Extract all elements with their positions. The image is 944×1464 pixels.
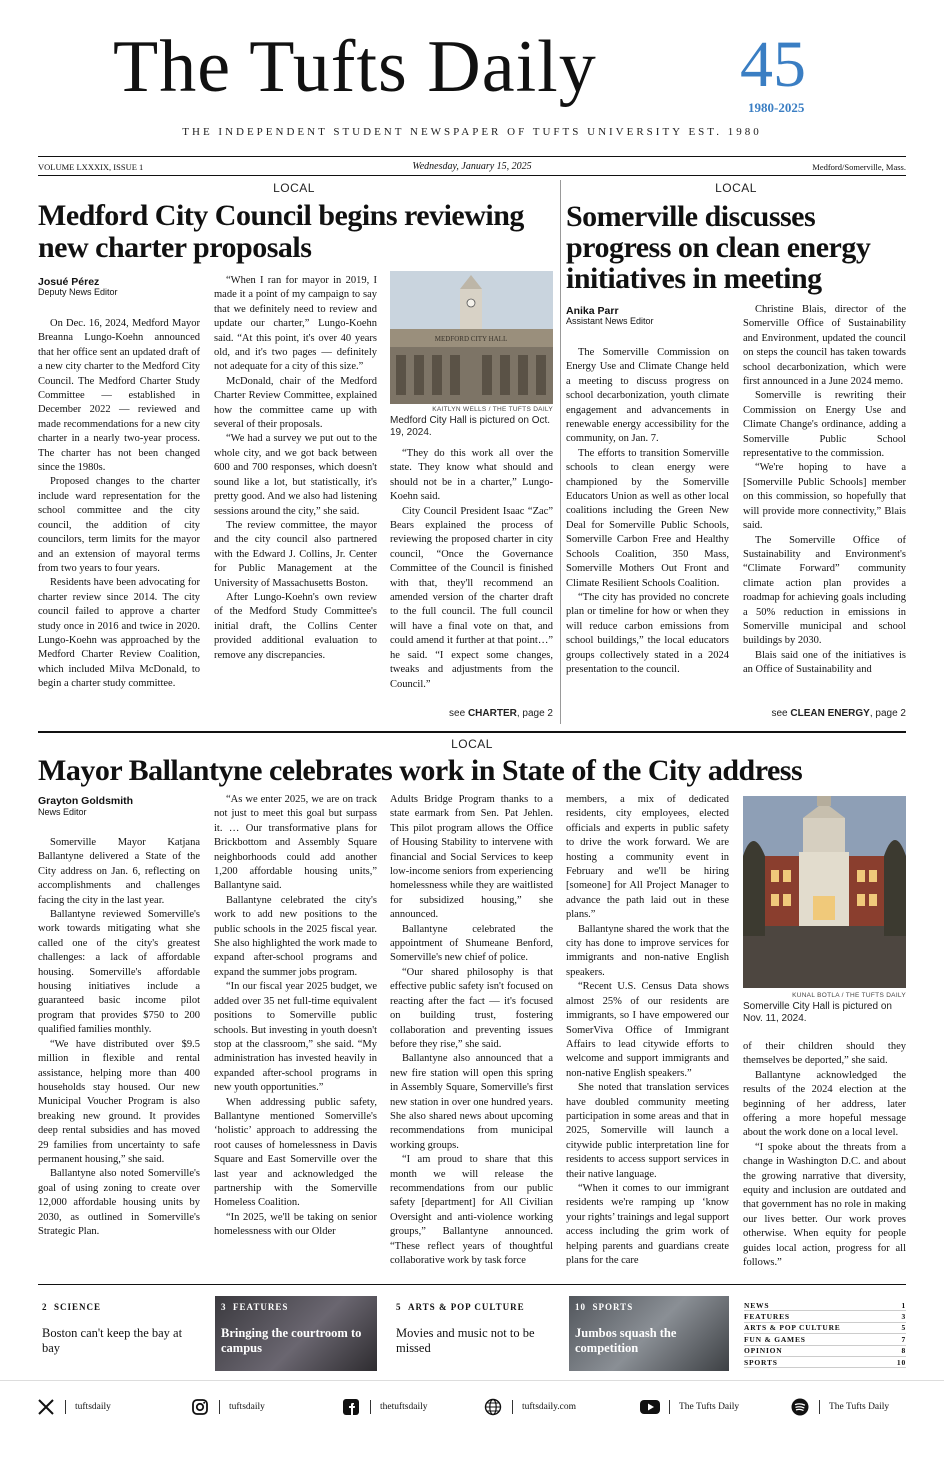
- social-divider: [0, 1380, 944, 1381]
- paragraph: Residents have been advocating for charter review since 2014. The city council failed to approve a charter study once in 2016 and twice in 2020. Lungo-Koehn was approached by the Medford Charter Review Coalition, which included Milva McDonald, to begin a charter study committee.: [38, 577, 200, 690]
- continued-clean-energy-link[interactable]: [743, 708, 906, 719]
- teaser-text: Boston can't keep the bay at bay: [42, 1326, 183, 1355]
- teaser-page-number: 2: [42, 1302, 48, 1312]
- toc-item-arts[interactable]: [744, 1323, 906, 1334]
- instagram-icon: [190, 1397, 210, 1417]
- issue-location: Medford/Somerville, Mass.: [812, 162, 906, 172]
- paragraph: McDonald, chair of the Medford Charter Review Committee, explained how the committee came up with several of their proposals.: [214, 375, 377, 431]
- toc-section: FUN & GAMES: [744, 1334, 806, 1344]
- separator: [669, 1400, 670, 1414]
- masthead: [0, 0, 944, 160]
- paragraph: The efforts to transition Somerville schools to clean energy were championed by the Somerville Educators Union as well as other local coalitions including the Green New Deal for Somerville Public Schools, Somerville Carbon Free and Healthy Schools Coalition, 350 Mass, Somerville Mothers Out Front and Climate Resilient Schools Coalition.: [566, 447, 729, 589]
- teaser-label: [396, 1302, 525, 1312]
- byline-role: Deputy News Editor: [38, 287, 118, 297]
- byline-author[interactable]: Anika Parr: [566, 305, 619, 317]
- toc-item-news[interactable]: [744, 1300, 906, 1311]
- article-column-1: [38, 317, 200, 723]
- separator: [219, 1400, 220, 1414]
- globe-icon: [483, 1397, 503, 1417]
- paragraph: Blais said one of the initiatives is an Office of Sustainability and: [743, 649, 906, 676]
- byline-role: News Editor: [38, 807, 87, 817]
- section-divider: [38, 731, 906, 733]
- separator: [512, 1400, 513, 1414]
- masthead-tagline: THE INDEPENDENT STUDENT NEWSPAPER OF TUFTS UNIVERSITY EST. 1980: [182, 126, 762, 138]
- section-label: LOCAL: [273, 181, 315, 195]
- column-divider: [560, 180, 561, 724]
- toc-page: 8: [901, 1346, 906, 1356]
- volume-issue: VOLUME LXXXIX, ISSUE 1: [38, 162, 144, 172]
- paragraph: When addressing public safety, Ballantyne mentioned Somerville's ‘holistic’ approach to addressing the root causes of homelessness in Davis Square and East Somerville over the last year and acknowledged the partnership with the Somerville Homeless Coalition.: [214, 1096, 377, 1209]
- teaser-arts[interactable]: [390, 1296, 560, 1371]
- toc-item-fun-games[interactable]: [744, 1334, 906, 1345]
- social-instagram[interactable]: [190, 1394, 265, 1420]
- separator: [819, 1400, 820, 1414]
- continued-charter-link[interactable]: [390, 708, 553, 719]
- jump-page: , page 2: [869, 708, 906, 719]
- article-column-2: [214, 793, 377, 1272]
- section-label: LOCAL: [715, 181, 757, 195]
- jump-keyword: CLEAN ENERGY: [790, 708, 870, 719]
- medford-city-hall-image: [390, 271, 553, 404]
- toc-item-opinion[interactable]: [744, 1346, 906, 1357]
- teaser-section: FEATURES: [233, 1302, 289, 1312]
- paragraph: “When I ran for mayor in 2019, I made it a point of my campaign to say that we definitely need to review and update our charter,” Lungo-Koehn said. “At this point, it's over 40 years old, and it's two pages — definitely not adequate for a city of this size.”: [214, 275, 377, 373]
- teaser-label: [221, 1302, 288, 1312]
- photo-caption: Somerville City Hall is pictured on Nov. 11, 2024.: [743, 1001, 892, 1024]
- jump-prefix: see: [449, 708, 466, 719]
- article-column-2: [743, 303, 906, 696]
- byline-author[interactable]: Josué Pérez: [38, 276, 100, 288]
- article-column-2: [214, 274, 377, 723]
- photo-credit: KUNAL BOTLA / THE TUFTS DAILY: [792, 992, 906, 999]
- social-spotify[interactable]: [790, 1394, 889, 1420]
- article-column-5: [743, 1040, 906, 1272]
- building-sign-text: MEDFORD CITY HALL: [434, 335, 508, 343]
- footer-divider: [38, 1284, 906, 1285]
- byline-author[interactable]: Grayton Goldsmith: [38, 795, 134, 807]
- paragraph: Ballantyne acknowledged the results of the 2024 election at the beginning of her address, later offering a more hopeful message about the work done on a local level.: [743, 1069, 906, 1139]
- anniversary-years: 1980-2025: [748, 100, 805, 115]
- toc-section: SPORTS: [744, 1357, 778, 1367]
- paragraph: Ballantyne shared the work that the city has done to improve services for immigrants and non-native English speakers.: [566, 923, 729, 978]
- headline[interactable]: Somerville discusses progress on clean energy initiatives in meeting: [566, 200, 871, 295]
- paragraph: Ballantyne also noted Somerville's goal of using zoning to create over 12,000 affordable housing units by 2030, as outlined in Somerville's Strategic Plan.: [38, 1168, 200, 1237]
- separator: [65, 1400, 66, 1414]
- paragraph: She noted that translation services have doubled community meeting participation in some areas and that in 2025, Somerville will launch a citywide public interpretation line for residents to access support services in their native language.: [566, 1082, 729, 1180]
- jump-prefix: see: [771, 708, 788, 719]
- paragraph: The review committee, the mayor and the city council also partnered with the Edward J. Collins, Jr. Center for Public Management at the University of Massachusetts Boston.: [214, 519, 377, 589]
- paragraph: Adults Bridge Program thanks to a state earmark from Sen. Pat Jehlen. This pilot program allows the Office of Housing Stability to intervene with financial and Social Services to keep low-income seniors from experiencing homelessness while they are waitlisted for subsidized housing,” she announced.: [390, 794, 553, 921]
- issue-date: Wednesday, January 15, 2025: [412, 161, 532, 172]
- teaser-section: SCIENCE: [54, 1302, 102, 1312]
- teaser-page-number: 5: [396, 1302, 402, 1312]
- article-column-1: [38, 836, 200, 1272]
- social-handle: thetuftsdaily: [380, 1402, 428, 1412]
- table-of-contents: [744, 1300, 906, 1368]
- paragraph: of their children should they themselves be deported,” she said.: [743, 1041, 906, 1067]
- paragraph: On Dec. 16, 2024, Medford Mayor Breanna Lungo-Koehn announced that her office sent an updated draft of a new city charter to the Medford City Council. The Medford Charter Study Committee — established in December 2022 — reviewed and made recommendations for a new city charter in a nearly two-year process. The charter has not been changed since the 1980s.: [38, 318, 200, 474]
- social-x[interactable]: [36, 1394, 111, 1420]
- headline[interactable]: Medford City Council begins reviewing new charter proposals: [38, 199, 524, 264]
- teaser-page-number: 3: [221, 1302, 227, 1312]
- toc-page: 7: [901, 1334, 906, 1344]
- social-handle: The Tufts Daily: [679, 1402, 740, 1412]
- paragraph: Ballantyne celebrated the city's work to add new positions to the public schools in the 2025 fiscal year. She also highlighted the work made to expand after-school programs and expand the summer jobs program.: [214, 894, 377, 978]
- x-icon: [36, 1397, 56, 1417]
- paragraph: “Our shared philosophy is that effective public safety isn't focused on reacting after the fact — it's focused on building trust, fostering collaboration and preventing issues before they rise,” she said.: [390, 966, 553, 1050]
- social-handle: tuftsdaily: [229, 1402, 265, 1412]
- paragraph: “I am proud to share that this month we will release the recommendations from our public safety [department] for All Civilian Oversight and anti-violence working groups,” Ballantyne announced. “These reflect years of thoughtful collaborative work by task force: [390, 1154, 553, 1266]
- paragraph: “We had a survey we put out to the whole city, and we got back between 600 and 700 responses, which doesn't sound like a lot, but statistically, it's pretty good. And we also had listening sessions around the city,” she said.: [214, 433, 377, 517]
- social-website[interactable]: [483, 1394, 576, 1420]
- toc-section: ARTS & POP CULTURE: [744, 1323, 841, 1333]
- photo-credit: KAITLYN WELLS / THE TUFTS DAILY: [432, 406, 553, 413]
- paragraph: “I spoke about the threats from a change in Washington D.C. and about the growing narrative that diversity, equity and inclusion are outdated and that government has no role in making our lives better. Our work proves otherwise. When equity for people guides local action, progress for all follows.”: [743, 1141, 906, 1269]
- paragraph: The Somerville Office of Sustainability and Environment's “Climate Forward” community climate action plan provides a roadmap for achieving goals including a 50% reduction in emissions in Somerville municipal and school buildings by 2030.: [743, 534, 906, 647]
- toc-page: 3: [901, 1312, 906, 1322]
- paragraph: Somerville is rewriting their Commission on Energy Use and Climate Change's ordinance, adding a Somerville Public School representative to the commission.: [743, 390, 906, 460]
- teaser-text: Bringing the courtroom to campus: [221, 1326, 362, 1355]
- paragraph: “In 2025, we'll be taking on senior homelessness with our Older: [214, 1211, 377, 1238]
- teaser-sports[interactable]: [569, 1296, 729, 1371]
- teaser-page-number: 10: [575, 1302, 586, 1312]
- teaser-section: SPORTS: [592, 1302, 634, 1312]
- paragraph: After Lungo-Koehn's own review of the Medford Study Committee's initial draft, the Collins Center provided additional evaluation to remove any discrepancies.: [214, 591, 377, 661]
- social-handle: The Tufts Daily: [829, 1402, 890, 1412]
- headline[interactable]: Mayor Ballantyne celebrates work in State of the City address: [38, 754, 803, 787]
- medford-city-hall-photo: [390, 271, 553, 404]
- section-label: LOCAL: [451, 737, 493, 751]
- paragraph: Christine Blais, director of the Somerville Office of Sustainability and Environment, updated the council on steps the council has taken towards school decarbonization, which were first announced in a June 2024 memo.: [743, 304, 906, 388]
- toc-section: OPINION: [744, 1346, 783, 1356]
- paragraph: Proposed changes to the charter include ward representation for the school committee and the city council, the addition of city councilors, term limits for the mayor and an extension of mayoral terms from two years to four years.: [38, 476, 200, 574]
- photo-caption: Medford City Hall is pictured on Oct. 19, 2024.: [390, 415, 551, 438]
- social-youtube[interactable]: [640, 1394, 739, 1420]
- issue-info-bar: [38, 156, 906, 176]
- toc-item-features[interactable]: [744, 1311, 906, 1322]
- toc-item-sports[interactable]: [744, 1357, 906, 1368]
- toc-section: NEWS: [744, 1300, 770, 1310]
- jump-page: , page 2: [516, 708, 553, 719]
- teaser-text: Jumbos squash the competition: [575, 1326, 677, 1355]
- newspaper-title: The Tufts Daily: [113, 26, 597, 108]
- toc-page: 10: [896, 1357, 906, 1367]
- paragraph: “They do this work all over the state. They know what should and should not be in a charter,” Lungo-Koehn said.: [390, 448, 553, 503]
- paragraph: The Somerville Commission on Energy Use and Climate Change held a meeting to discuss progress on school decarbonization, youth climate engagement and advancements in renewable energy accessibility for the community, on Jan. 7.: [566, 347, 729, 445]
- paragraph: “Recent U.S. Census Data shows almost 25% of our residents are immigrants, so I have empowered our SomerViva Office of Immigrant Affairs to lead citywide efforts to welcome and support immigrants and non-native English speakers.”: [566, 981, 729, 1079]
- paragraph: “In our fiscal year 2025 budget, we added over 35 net full-time equivalent positions to Somerville public schools. But investing in youth doesn't stop at the classroom,” she said. “My administration has invested heavily in expanded after-school programs in new youth opportunities.”: [214, 981, 377, 1094]
- somerville-city-hall-image: [743, 796, 906, 988]
- paragraph: “We're hoping to have a [Somerville Public Schools] member on this commission, so hopefully that will provide more connectivity,” Blais said.: [743, 462, 906, 532]
- paragraph: “When it comes to our immigrant residents we're ramping up ‘know your rights’ trainings and legal support access including the grim work of helping parents and guardians create plans for the care: [566, 1182, 729, 1266]
- paragraph: “The city has provided no concrete plan or timeline for how or when they will reduce carbon emissions from school buildings,” the local educators groups collectively stated in a 2024 presentation to the council.: [566, 591, 729, 675]
- paragraph: City Council President Isaac “Zac” Bears explained the process of reviewing the proposed charter in city council, “Once the Governance Committee of the Council is finished with that, they'll recommend an amended version of the charter draft to the full council. The full council will have a final vote on that, and could amend it further at that point…” he said. “I expect some changes, tweaks and adjustments from the Council.”: [390, 505, 553, 690]
- paragraph: Somerville Mayor Katjana Ballantyne delivered a State of the City address on Jan. 6, reflecting on accomplishments and challenges facing the city in the last year.: [38, 837, 200, 906]
- anniversary-number: 45: [740, 28, 806, 101]
- byline-role: Assistant News Editor: [566, 316, 654, 326]
- article-column-1: [566, 346, 729, 723]
- paragraph: “As we enter 2025, we are on track not just to meet this goal but surpass it. … Our transformative plans for Brickbottom and Assembly Square neighborhoods could add another 1,200 affordable housing units,” Ballantyne said.: [214, 794, 377, 892]
- teaser-text: Movies and music not to be missed: [396, 1326, 535, 1355]
- toc-section: FEATURES: [744, 1312, 790, 1322]
- separator: [370, 1400, 371, 1414]
- teaser-label: [575, 1302, 633, 1312]
- social-facebook[interactable]: [341, 1394, 428, 1420]
- social-handle: tuftsdaily: [75, 1402, 111, 1412]
- paragraph: Ballantyne reviewed Somerville's work towards mitigating what she called one of the city's greatest challenges: a lack of affordable housing. Somerville's affordable housing initiatives include a guaranteed basic income pilot program that provides $750 to 200 qualified families monthly.: [38, 909, 200, 1036]
- youtube-icon: [640, 1397, 660, 1417]
- somerville-city-hall-photo: [743, 796, 906, 988]
- paragraph: Ballantyne also announced that a new fire station will open this spring in Assembly Square, Somerville's first new station in over one hundred years. She also shared news about upcoming recommendations from municipal working groups.: [390, 1053, 553, 1151]
- article-column-3: [390, 447, 553, 697]
- paragraph: “We have distributed over $9.5 million in flexible and rental assistance, helping more than 400 households stay housed. Our new Municipal Voucher Program is also breaking new ground. It provides deep rental subsidies and has moved 29 families from uncertainty to safe permanent housing,” she said.: [38, 1038, 200, 1165]
- article-column-4: [566, 793, 729, 1272]
- social-handle: tuftsdaily.com: [522, 1402, 576, 1412]
- teaser-features[interactable]: [215, 1296, 377, 1371]
- spotify-icon: [790, 1397, 810, 1417]
- jump-keyword: CHARTER: [467, 708, 517, 719]
- teaser-science[interactable]: [36, 1296, 206, 1371]
- toc-page: 5: [901, 1323, 906, 1333]
- teaser-section: ARTS & POP CULTURE: [408, 1302, 525, 1312]
- paragraph: Ballantyne celebrated the appointment of Shumeane Benford, Somerville's new chief of police.: [390, 923, 553, 964]
- toc-page: 1: [901, 1300, 906, 1310]
- facebook-icon: [341, 1397, 361, 1417]
- paragraph: members, a mix of dedicated residents, city employees, elected officials and experts in public safety to drive the work forward. We are hosting a community event in February and we'll be hiring [someone] for All Project Manager to advance the path laid out in these plans.”: [566, 794, 729, 921]
- teaser-label: [42, 1302, 101, 1312]
- article-column-3: [390, 793, 553, 1272]
